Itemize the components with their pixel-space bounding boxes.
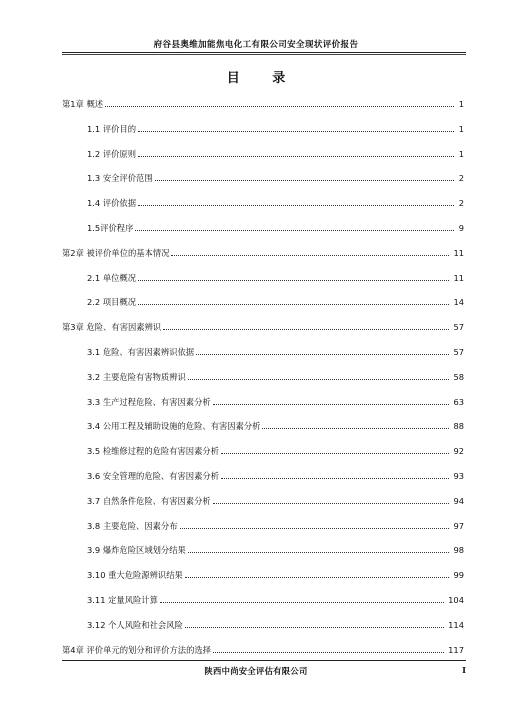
toc-section-entry[interactable] xyxy=(87,418,464,432)
toc-section-entry[interactable] xyxy=(87,567,464,581)
toc-dot-leader xyxy=(138,280,449,281)
toc-dot-leader xyxy=(180,528,450,529)
toc-entry-page-number: 1 xyxy=(458,148,464,159)
toc-entry-label: 3.9 爆炸危险区域划分结果 xyxy=(87,545,186,556)
toc-entry-label: 1.2 评价原则 xyxy=(87,148,137,159)
toc-section-entry[interactable] xyxy=(87,369,464,383)
toc-section-entry[interactable] xyxy=(87,146,464,160)
toc-dot-leader xyxy=(188,379,450,380)
footer-divider xyxy=(62,660,466,661)
report-header-title: 府谷县奥维加能焦电化工有限公司安全现状评价报告 xyxy=(153,40,359,50)
toc-entry-page-number: 1 xyxy=(458,123,464,134)
toc-entry-page-number: 2 xyxy=(458,198,464,209)
toc-entry-page-number: 57 xyxy=(453,322,464,333)
toc-entry-page-number: 93 xyxy=(453,471,464,481)
toc-dot-leader xyxy=(213,652,444,653)
toc-section-entry[interactable] xyxy=(87,468,464,482)
toc-entry-label: 3.6 安全管理的危险、有害因素分析 xyxy=(87,471,219,481)
footer-company-name: 陕西中尚安全评估有限公司 xyxy=(204,666,308,676)
toc-entry-label: 3.10 重大危险源辨识结果 xyxy=(87,570,183,581)
toc-dot-leader xyxy=(163,329,449,330)
toc-entry-label: 3.1 危险、有害因素辨识依据 xyxy=(87,347,195,357)
toc-dot-leader xyxy=(213,503,450,504)
toc-dot-leader xyxy=(138,304,449,305)
toc-chapter-entry[interactable] xyxy=(62,96,464,110)
toc-entry-page-number: 94 xyxy=(453,495,464,506)
toc-entry-label: 1.5评价程序 xyxy=(87,223,134,233)
toc-entry-label: 2.1 单位概况 xyxy=(87,272,137,283)
toc-dot-leader xyxy=(221,478,449,479)
toc-entry-label: 第3章 危险、有害因素辨识 xyxy=(62,322,162,333)
toc-entry-label: 3.11 定量风险计算 xyxy=(87,595,158,605)
toc-entry-page-number: 58 xyxy=(453,371,464,382)
toc-dot-leader xyxy=(160,602,444,603)
toc-entry-label: 3.2 主要危险有害物质辨识 xyxy=(87,371,186,382)
toc-entry-label: 3.8 主要危险、因素分布 xyxy=(87,520,178,531)
toc-entry-page-number: 88 xyxy=(453,421,464,432)
toc-entry-page-number: 117 xyxy=(448,644,464,655)
toc-section-entry[interactable] xyxy=(87,493,464,507)
toc-entry-page-number: 114 xyxy=(448,619,464,630)
toc-entry-page-number: 104 xyxy=(448,595,464,605)
toc-section-entry[interactable] xyxy=(87,294,464,308)
toc-section-entry[interactable] xyxy=(87,443,464,457)
toc-entry-page-number: 14 xyxy=(453,297,464,308)
toc-entry-page-number: 98 xyxy=(453,545,464,556)
toc-entry-label: 3.3 生产过程危险、有害因素分析 xyxy=(87,396,211,407)
toc-entry-page-number: 92 xyxy=(453,446,464,457)
toc-entry-label: 1.3 安全评价范围 xyxy=(87,173,153,184)
toc-section-entry[interactable] xyxy=(87,592,464,606)
toc-dot-leader xyxy=(188,552,450,553)
toc-section-entry[interactable] xyxy=(87,617,464,631)
toc-section-entry[interactable] xyxy=(87,518,464,532)
toc-section-entry[interactable] xyxy=(87,121,464,135)
toc-dot-leader xyxy=(155,180,454,181)
toc-entry-page-number: 57 xyxy=(453,347,464,357)
toc-entry-page-number: 97 xyxy=(453,520,464,531)
toc-dot-leader xyxy=(171,255,449,256)
toc-dot-leader xyxy=(221,453,449,454)
toc-chapter-entry[interactable] xyxy=(62,245,464,259)
toc-entry-label: 第1章 概述 xyxy=(62,99,104,109)
header-divider-thin xyxy=(62,54,466,55)
toc-dot-leader xyxy=(262,428,449,429)
toc-entry-page-number: 9 xyxy=(458,223,464,233)
toc-entry-page-number: 11 xyxy=(453,247,464,258)
toc-dot-leader xyxy=(185,627,444,628)
toc-entry-page-number: 2 xyxy=(458,173,464,184)
toc-entry-label: 3.12 个人风险和社会风险 xyxy=(87,619,183,630)
toc-dot-leader xyxy=(138,156,454,157)
toc-dot-leader xyxy=(213,404,450,405)
toc-entry-label: 3.4 公用工程及辅助设施的危险、有害因素分析 xyxy=(87,421,261,432)
toc-entry-page-number: 63 xyxy=(453,396,464,407)
toc-section-entry[interactable] xyxy=(87,220,464,234)
toc-section-entry[interactable] xyxy=(87,195,464,209)
toc-entry-label: 3.7 自然条件危险、有害因素分析 xyxy=(87,495,211,506)
toc-title: 目 录 xyxy=(226,71,300,86)
toc-section-entry[interactable] xyxy=(87,394,464,408)
toc-dot-leader xyxy=(105,106,454,107)
toc-dot-leader xyxy=(185,577,450,578)
toc-dot-leader xyxy=(135,230,454,231)
toc-entry-page-number: 11 xyxy=(453,272,464,283)
toc-entry-label: 2.2 项目概况 xyxy=(87,297,137,308)
header-divider xyxy=(62,52,466,53)
toc-entry-label: 第4章 评价单元的划分和评价方法的选择 xyxy=(62,644,211,655)
toc-entry-label: 第2章 被评价单位的基本情况 xyxy=(62,247,170,258)
toc-dot-leader xyxy=(138,205,454,206)
toc-chapter-entry[interactable] xyxy=(62,319,464,333)
toc-entry-label: 1.4 评价依据 xyxy=(87,198,137,209)
toc-section-entry[interactable] xyxy=(87,542,464,556)
toc-dot-leader xyxy=(138,131,454,132)
toc-section-entry[interactable] xyxy=(87,270,464,284)
footer-page-number: I xyxy=(462,665,466,675)
toc-entry-page-number: 1 xyxy=(458,99,464,109)
toc-entry-label: 3.5 检维修过程的危险有害因素分析 xyxy=(87,446,219,457)
toc-entry-page-number: 99 xyxy=(453,570,464,581)
toc-dot-leader xyxy=(196,354,449,355)
toc-section-entry[interactable] xyxy=(87,170,464,184)
toc-section-entry[interactable] xyxy=(87,344,464,358)
toc-chapter-entry[interactable] xyxy=(62,642,464,656)
toc-entry-label: 1.1 评价目的 xyxy=(87,123,137,134)
